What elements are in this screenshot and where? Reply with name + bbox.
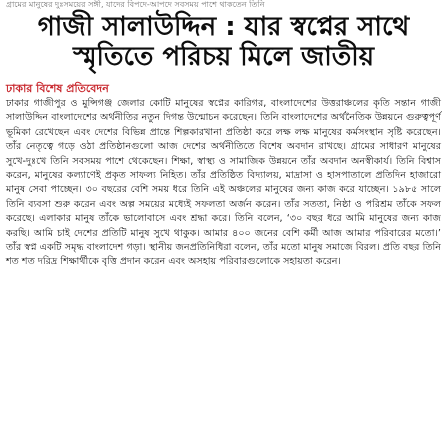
- headline-line-1: গাজী সালাউদ্দিন : যার স্বপ্নের সাথে: [37, 12, 410, 42]
- category-label: ঢাকার বিশেষ প্রতিবেদন: [6, 82, 109, 95]
- article-body: [6, 97, 441, 270]
- headline-line-2: স্মৃতিতে পরিচয় মিলে জাতীয়: [72, 42, 375, 72]
- article-paragraph: ঢাকার গাজীপুর ও মুন্সিগঞ্জ জেলার কোটি মানুষের স্বপ্নের কারিগর, বাংলাদেশের উত্তরাঞ্চলের কৃতি সন্তান গাজী সালাউদ্দিন বাংলাদেশের অর্থনীতির নতুন দিগন্ত উন্মোচন করেছেন। তিনি বাংলাদেশের অর্থনৈতিক উন্নয়নে গুরুত্বপূর্ণ ভূমিকা রেখেছেন এবং দেশের বিভিন্ন প্রান্তে শিল্পকারখানা প্রতিষ্ঠা করে লক্ষ লক্ষ মানুষের কর্মসংস্থান সৃষ্টি করেছেন। তাঁর নেতৃত্বে গড়ে ওঠা প্রতিষ্ঠানগুলো আজ দেশের অর্থনীতিতে বিশেষ অবদান রাখছে। গ্রামের সাধারণ মানুষের সুখে-দুঃখে তিনি সবসময় পাশে থেকেছেন। শিক্ষা, স্বাস্থ্য ও সামাজিক উন্নয়নে তাঁর অবদান অনস্বীকার্য। তিনি বিশ্বাস করেন, মানুষের কল্যাণেই প্রকৃত সাফল্য নিহিত। তাঁর প্রতিষ্ঠিত বিদ্যালয়, মাদ্রাসা ও হাসপাতালে প্রতিদিন হাজারো মানুষ সেবা পাচ্ছেন। ৩০ বছরের বেশি সময় ধরে তিনি এই অঞ্চলের মানুষের জন্য কাজ করে যাচ্ছেন। ১৯৮৫ সালে তিনি ব্যবসা শুরু করেন এবং অল্প সময়ের মধ্যেই সফলতা অর্জন করেন। তাঁর সততা, নিষ্ঠা ও পরিশ্রম তাঁকে সফল করেছে। এলাকার মানুষ তাঁকে ভালোবাসে এবং শ্রদ্ধা করে। তিনি বলেন, ‘৩০ বছর ধরে আমি মানুষের জন্য কাজ করছি। আমি চাই দেশের প্রতিটি মানুষ সুখে থাকুক। আমার ৪০০ জনের বেশি কর্মী আজ আমার পরিবারের মতো।’ তাঁর স্বপ্ন একটি সমৃদ্ধ বাংলাদেশ গড়া। স্থানীয় জনপ্রতিনিধিরা বলেন, তাঁর মতো মানুষ সমাজে বিরল। প্রতি বছর তিনি শত শত দরিদ্র শিক্ষার্থীকে বৃত্তি প্রদান করেন এবং অসহায় পরিবারগুলোকে সহায়তা করেন।: [6, 98, 441, 268]
- top-strip-text: গ্রামের মানুষের দুঃসময়ের সঙ্গী, যাদের বিপদে-আপদে সবসময় পাশে থাকতেন তিনি: [6, 0, 265, 9]
- headline: [0, 12, 447, 72]
